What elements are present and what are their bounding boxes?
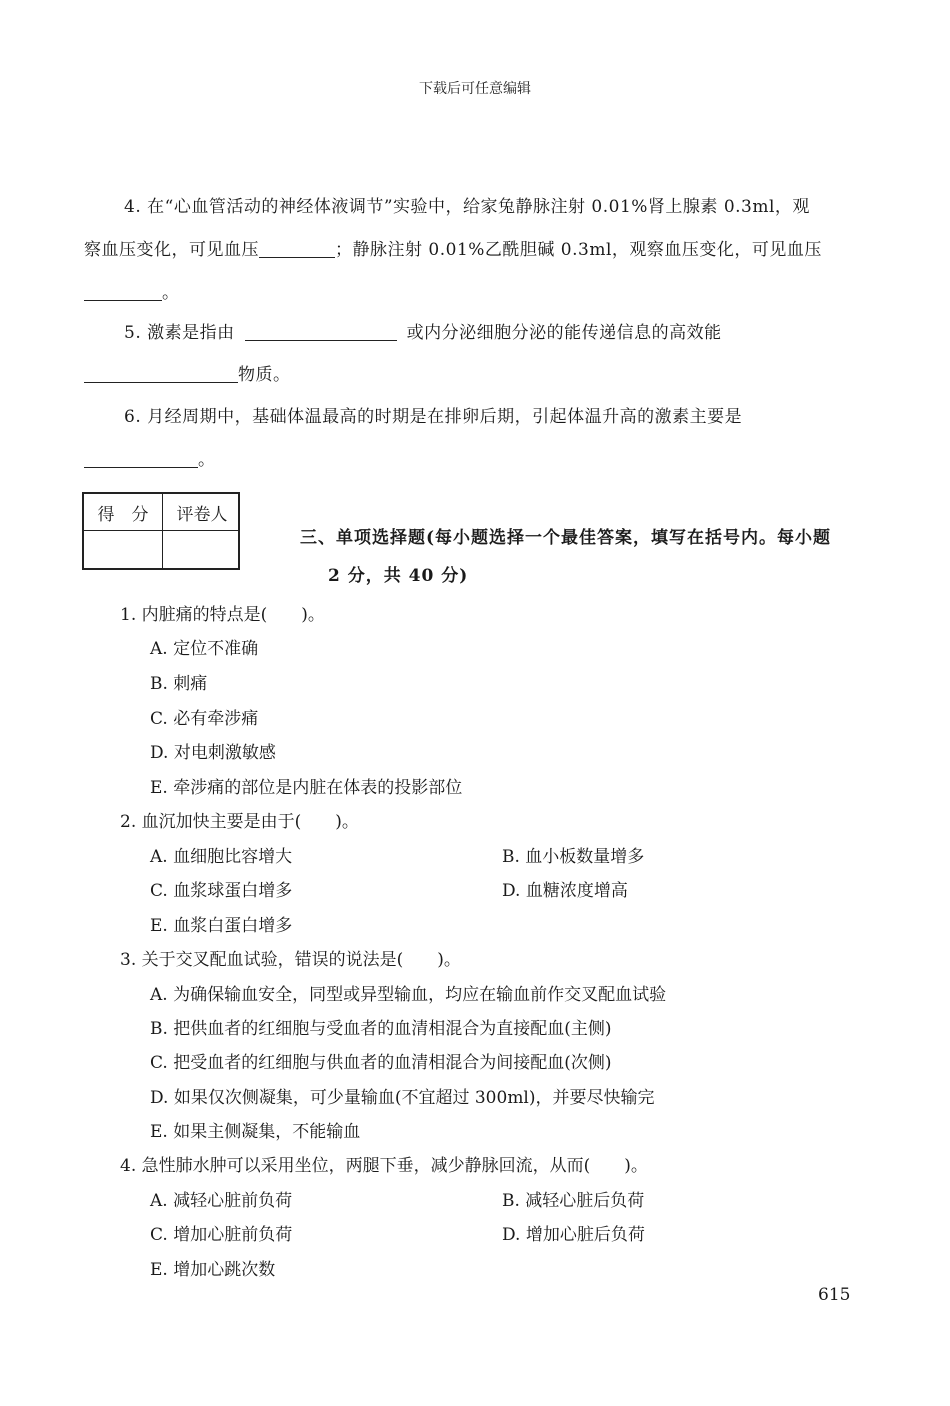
answer-blank[interactable] bbox=[84, 364, 238, 383]
grader-cell[interactable] bbox=[163, 531, 240, 568]
score-table bbox=[82, 492, 240, 570]
option-e: E. 牵涉痛的部位是内脏在体表的投影部位 bbox=[150, 778, 463, 798]
option-a: A. 减轻心脏前负荷 bbox=[150, 1191, 293, 1211]
fill-q4-line2-b: ；静脉注射 0.01%乙酰胆碱 0.3ml，观察血压变化，可见血压 bbox=[335, 240, 822, 260]
option-d: D. 如果仅次侧凝集，可少量输血(不宜超过 300ml)，并要尽快输完 bbox=[150, 1088, 655, 1108]
fill-q6-line1: 6. 月经周期中，基础体温最高的时期是在排卵后期，引起体温升高的激素主要是 bbox=[124, 407, 743, 427]
option-a: A. 为确保输血安全，同型或异型输血，均应在输血前作交叉配血试验 bbox=[150, 985, 667, 1005]
option-b: B. 刺痛 bbox=[150, 674, 208, 694]
option-a: A. 定位不准确 bbox=[150, 639, 259, 659]
fill-q5-line1 bbox=[124, 318, 722, 343]
answer-blank[interactable] bbox=[84, 449, 198, 468]
question-stem: 3. 关于交叉配血试验，错误的说法是( )。 bbox=[120, 950, 461, 970]
fill-q5-line2-end: 物质。 bbox=[238, 365, 291, 385]
option-e: E. 增加心跳次数 bbox=[150, 1260, 276, 1280]
question-stem: 4. 急性肺水肿可以采用坐位，两腿下垂，减少静脉回流，从而( )。 bbox=[120, 1156, 648, 1176]
fill-q4-line2-a: 察血压变化，可见血压 bbox=[84, 240, 259, 260]
answer-blank[interactable] bbox=[259, 239, 335, 258]
fill-q6-line2-end: 。 bbox=[198, 450, 216, 470]
score-cell[interactable] bbox=[84, 531, 162, 568]
section-title-cont: 2 分，共 40 分) bbox=[328, 566, 469, 586]
question-stem: 2. 血沉加快主要是由于( )。 bbox=[120, 812, 359, 832]
fill-q5-line1-b: 或内分泌细胞分泌的能传递信息的高效能 bbox=[406, 323, 722, 343]
fill-q4-line1: 4. 在“心血管活动的神经体液调节”实验中，给家兔静脉注射 0.01%肾上腺素 0.3ml，观 bbox=[124, 197, 810, 217]
option-e: E. 如果主侧凝集，不能输血 bbox=[150, 1122, 361, 1142]
fill-q5-line1-a: 5. 激素是指由 bbox=[124, 323, 235, 343]
option-e: E. 血浆白蛋白增多 bbox=[150, 916, 293, 936]
fill-q6-line2 bbox=[84, 445, 216, 470]
answer-blank[interactable] bbox=[84, 282, 162, 301]
option-d: D. 增加心脏后负荷 bbox=[502, 1225, 645, 1245]
fill-q4-line3 bbox=[84, 278, 180, 303]
option-d: D. 血糖浓度增高 bbox=[502, 881, 628, 901]
option-c: C. 血浆球蛋白增多 bbox=[150, 881, 293, 901]
option-c: C. 增加心脏前负荷 bbox=[150, 1225, 293, 1245]
fill-q5-line2 bbox=[84, 360, 291, 385]
page-header: 下载后可任意编辑 bbox=[419, 81, 531, 97]
section-title: 三、单项选择题(每小题选择一个最佳答案，填写在括号内。每小题 bbox=[300, 528, 832, 548]
score-label: 得 分 bbox=[97, 505, 149, 525]
fill-q4-line2 bbox=[84, 235, 822, 260]
option-b: B. 血小板数量增多 bbox=[502, 847, 645, 867]
option-b: B. 把供血者的红细胞与受血者的血清相混合为直接配血(主侧) bbox=[150, 1019, 612, 1039]
page-number: 615 bbox=[818, 1285, 851, 1305]
option-c: C. 把受血者的红细胞与供血者的血清相混合为间接配血(次侧) bbox=[150, 1053, 612, 1073]
fill-q4-line3-end: 。 bbox=[162, 283, 180, 303]
grader-label: 评卷人 bbox=[176, 505, 228, 525]
option-b: B. 减轻心脏后负荷 bbox=[502, 1191, 645, 1211]
question-stem: 1. 内脏痛的特点是( )。 bbox=[120, 605, 325, 625]
option-c: C. 必有牵涉痛 bbox=[150, 709, 259, 729]
option-a: A. 血细胞比容增大 bbox=[150, 847, 293, 867]
answer-blank[interactable] bbox=[245, 322, 397, 341]
option-d: D. 对电刺激敏感 bbox=[150, 743, 276, 763]
